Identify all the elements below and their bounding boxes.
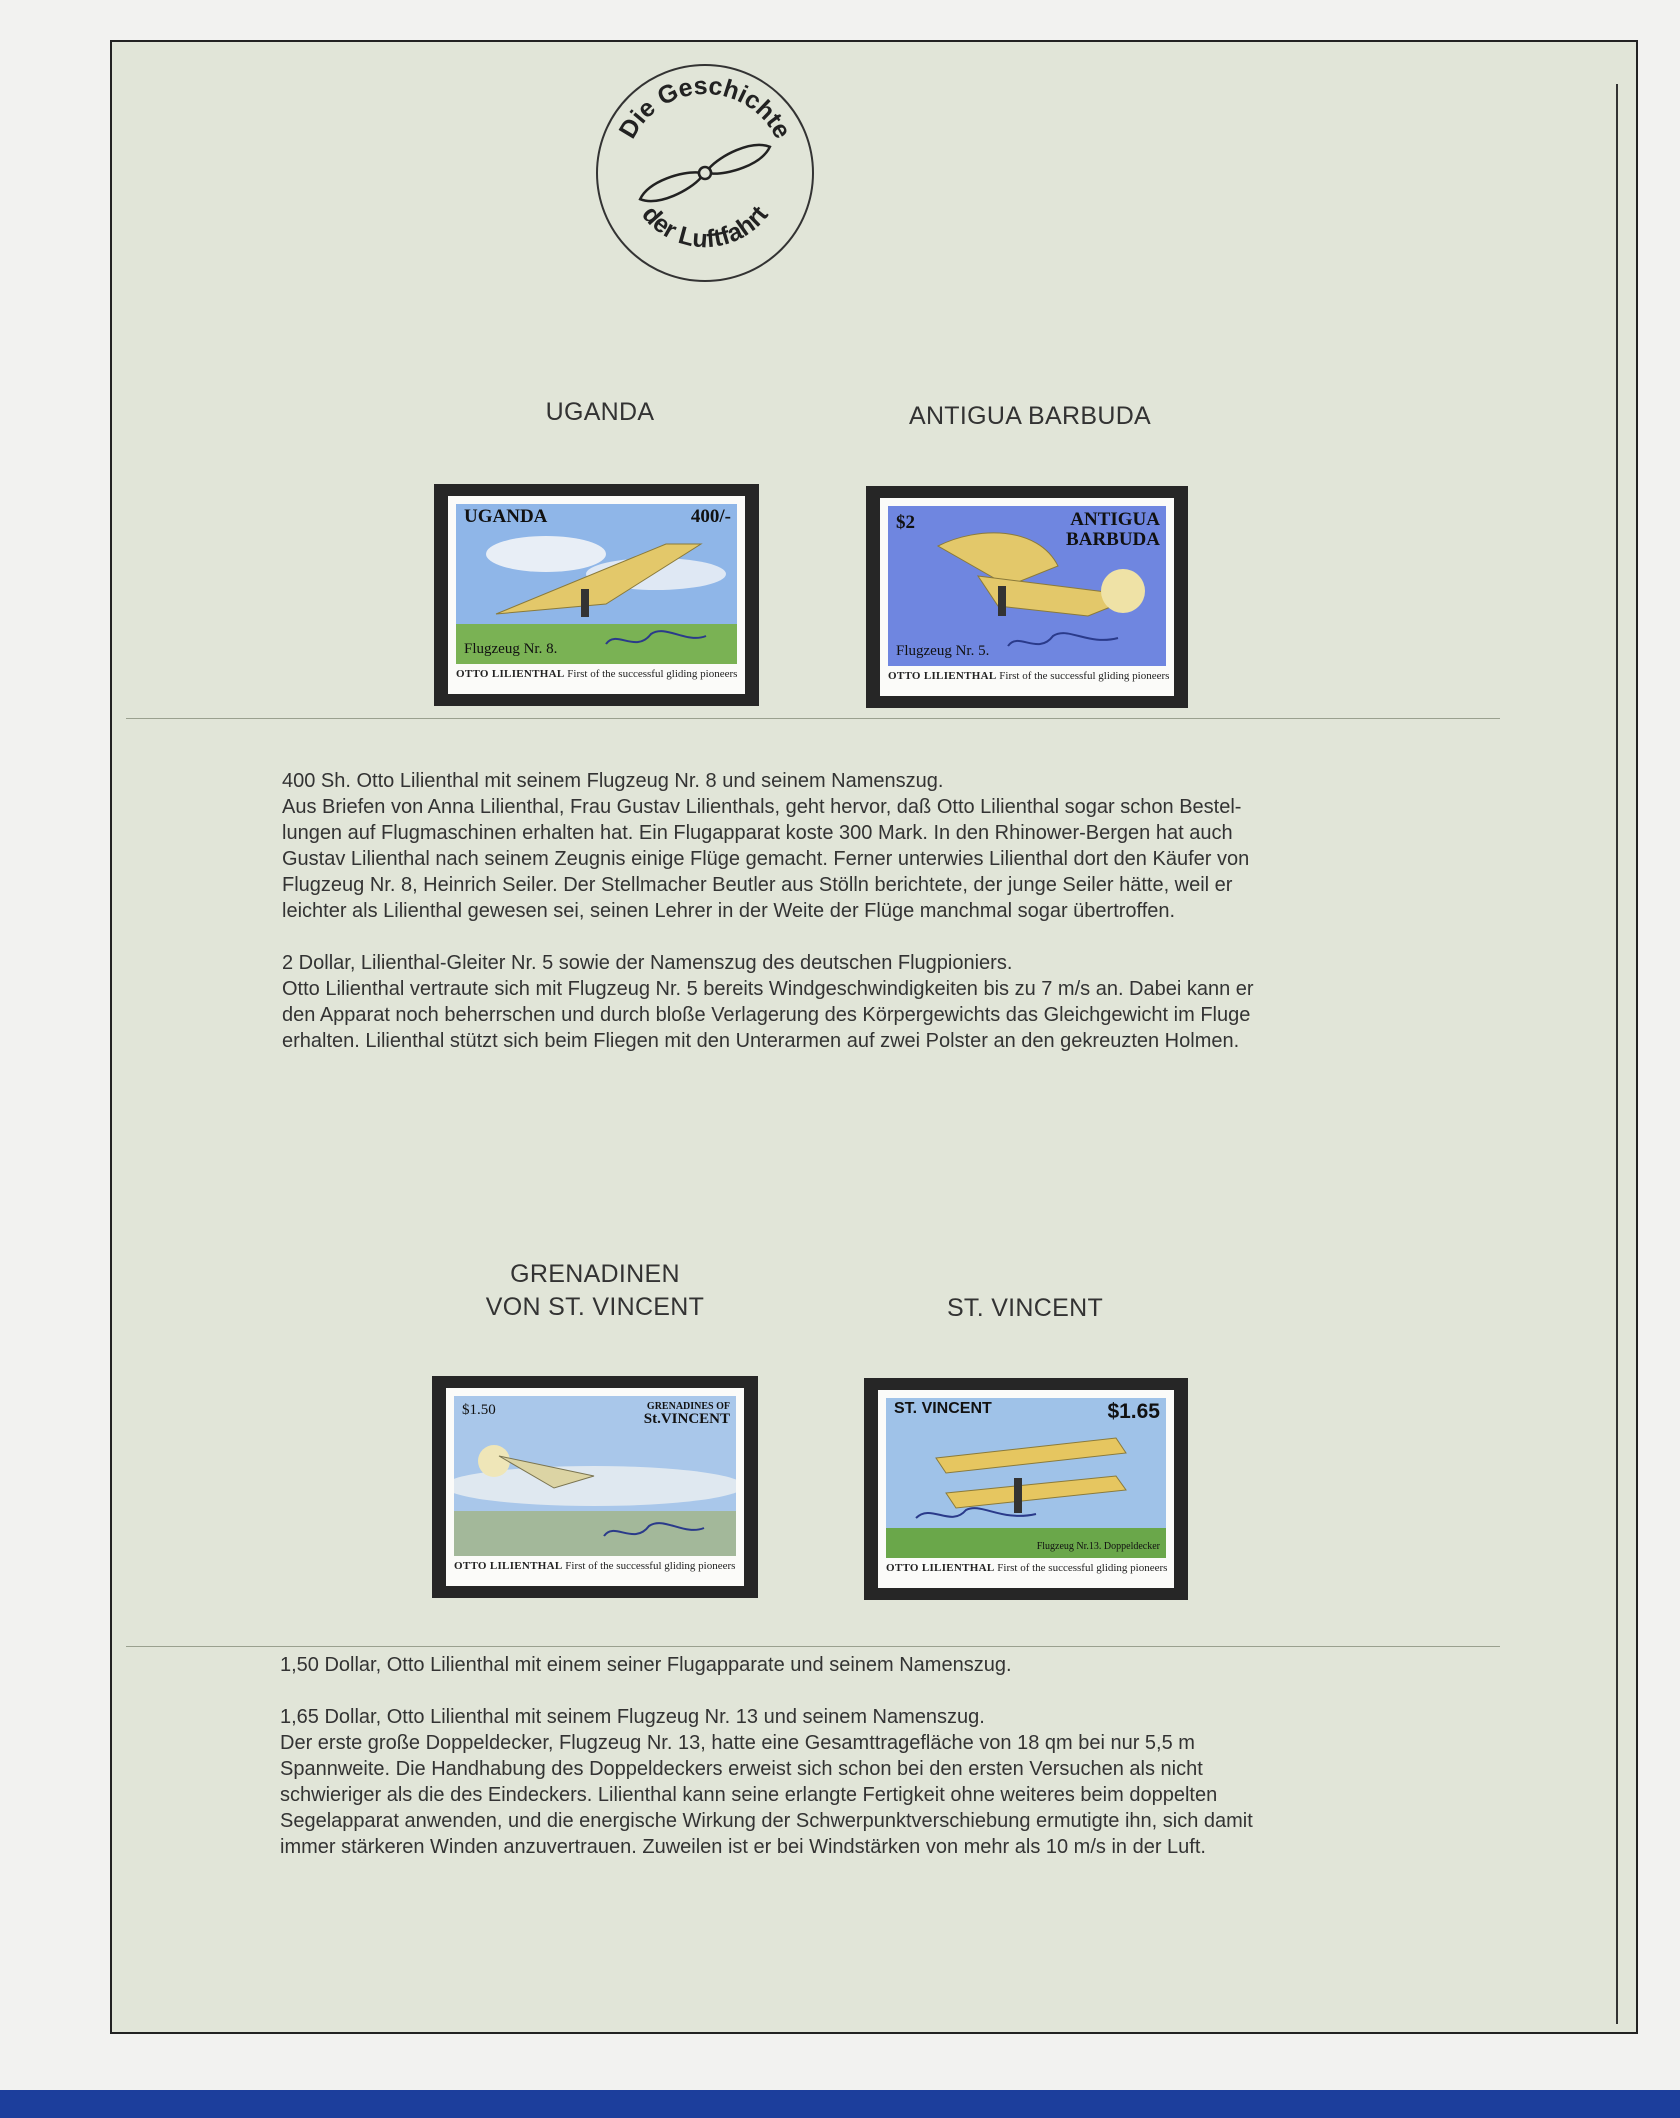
stamp-caption: OTTO LILIENTHAL First of the successful gliding pioneers bbox=[456, 668, 738, 680]
stamp-caption: OTTO LILIENTHAL First of the successful gliding pioneers bbox=[454, 1560, 736, 1572]
logo-svg bbox=[592, 60, 818, 286]
country-title-st-vincent: ST. VINCENT bbox=[946, 1294, 1104, 1322]
description-section-2 bbox=[280, 1652, 1338, 1860]
history-logo bbox=[592, 60, 818, 286]
stamp-country-label: GRENADINES OF St.VINCENT bbox=[643, 1401, 730, 1427]
stamp-uganda bbox=[434, 484, 759, 706]
page-border-rule bbox=[1616, 84, 1618, 2024]
logo-top-text: Die Geschichte bbox=[613, 71, 797, 144]
stamp-artwork bbox=[456, 504, 737, 664]
stamp-inscription: Flugzeug Nr. 8. bbox=[464, 641, 558, 657]
stamp-value: $1.65 bbox=[1107, 1400, 1160, 1423]
stamp-country-label: ANTIGUA BARBUDA bbox=[1066, 509, 1160, 550]
paragraph: 400 Sh. Otto Lilienthal mit seinem Flugzeug Nr. 8 und seinem Namenszug. Aus Briefen von Anna Lilienthal, Frau Gustav Lilienthals, geht hervor, daß Otto Lilienthal sogar schon Bestel- lungen auf Flugmaschinen erhalten hat. Ein Flugapparat koste 300 Mark. In den Rhinower-Bergen hat auch Gustav Lilienthal nach seinem Zeugnis einige Flüge gemacht. Ferner unterwies Lilienthal dort den Käufer von Flugzeug Nr. 8, Heinrich Seiler. Der Stellmacher Beutler aus Stölln berichtete, der junge Seiler hätte, weil er leichter als Lilienthal gewesen sei, seinen Lehrer in der Weite der Flüge manchmal sogar übertroffen. bbox=[282, 770, 1250, 922]
section-divider-1 bbox=[126, 718, 1500, 719]
logo-bottom-text: der Luftfahrt bbox=[636, 200, 774, 254]
paragraph: 1,65 Dollar, Otto Lilienthal mit seinem Flugzeug Nr. 13 und seinem Namenszug. Der erste große Doppeldecker, Flugzeug Nr. 13, hatte eine Gesamttragefläche von 18 qm bei nur 5,5 m Spannweite. Die Handhabung des Doppeldeckers erweist sich schon bei den ersten Versuchen als nicht schwieriger als die des Eindeckers. Lilienthal kann seine erlangte Fertigkeit ohne weiteres beim doppelten Segelapparat anwenden, und die energische Wirkung der Schwerpunktverschiebung ermutigte ihn, sich damit immer stärkeren Winden anzuvertrauen. Zuweilen ist er bei Windstärken von mehr als 10 m/s in der Luft. bbox=[280, 1706, 1253, 1858]
country-title-antigua-barbuda: ANTIGUA BARBUDA bbox=[908, 402, 1152, 430]
stamp-value: $2 bbox=[896, 512, 915, 533]
stamp-value: $1.50 bbox=[462, 1402, 496, 1418]
stamp-country-label: ST. VINCENT bbox=[894, 1400, 992, 1417]
section-divider-2 bbox=[126, 1646, 1500, 1647]
description-section-1 bbox=[282, 768, 1340, 1054]
country-title-grenadinen: GRENADINEN VON ST. VINCENT bbox=[485, 1260, 705, 1321]
stamp-value: 400/- bbox=[690, 506, 731, 527]
stamp-caption: OTTO LILIENTHAL First of the successful gliding pioneers bbox=[886, 1562, 1168, 1574]
paragraph: 1,50 Dollar, Otto Lilienthal mit einem seiner Flugapparate und seinem Namenszug. bbox=[280, 1654, 1012, 1676]
stamp-grenadines-st-vincent bbox=[432, 1376, 758, 1598]
country-title-uganda: UGANDA bbox=[545, 398, 655, 426]
stamp-inscription: Flugzeug Nr. 5. bbox=[896, 643, 990, 659]
album-edge bbox=[0, 2090, 1680, 2118]
stamp-st-vincent bbox=[864, 1378, 1188, 1600]
paragraph: 2 Dollar, Lilienthal-Gleiter Nr. 5 sowie der Namenszug des deutschen Flugpioniers. Otto Lilienthal vertraute sich mit Flugzeug Nr. 5 bereits Windgeschwindigkeiten bis zu 7 m/s an. Dabei kann er den Apparat noch beherrschen und durch bloße Verlagerung des Körpergewichts das Gleichgewicht im Fluge erhalten. Lilienthal stützt sich beim Fliegen mit den Unterarmen auf zwei Polster an den gekreuzten Holmen. bbox=[282, 952, 1254, 1052]
propeller-icon bbox=[637, 138, 774, 208]
stamp-country-label: UGANDA bbox=[464, 506, 548, 527]
stamp-antigua-barbuda bbox=[866, 486, 1188, 708]
stamp-inscription: Flugzeug Nr.13. Doppeldecker bbox=[1036, 1541, 1160, 1552]
stamp-caption: OTTO LILIENTHAL First of the successful gliding pioneers bbox=[888, 670, 1170, 682]
